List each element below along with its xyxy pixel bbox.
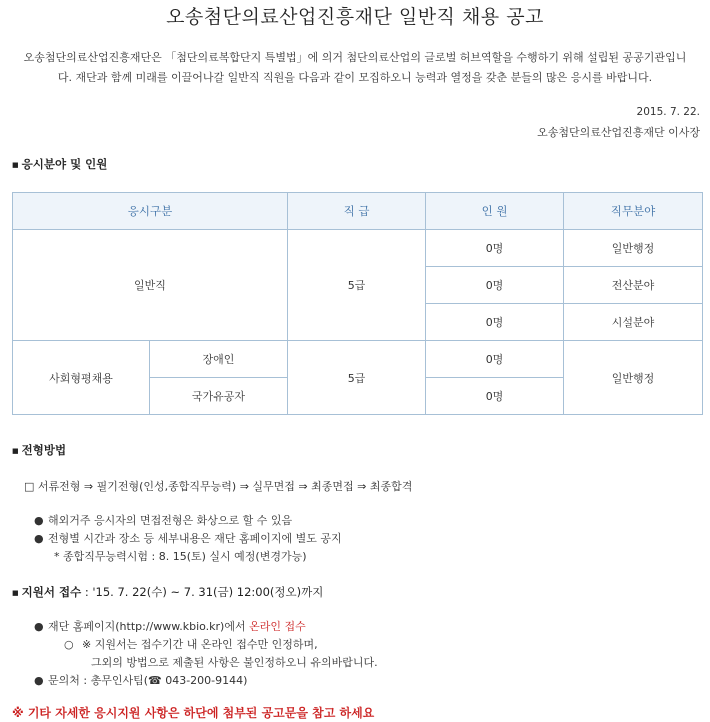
sub-category-cell: 국가유공자: [150, 378, 288, 415]
count-cell: 0명: [426, 378, 564, 415]
count-cell: 0명: [426, 267, 564, 304]
section-heading-process: [12, 442, 66, 458]
online-apply-link[interactable]: 온라인 접수: [249, 620, 306, 633]
list-item: ● 해외거주 응시자의 면접전형은 화상으로 할 수 있음: [34, 512, 342, 530]
section-title: 전형방법: [21, 443, 67, 457]
sub-category-cell: 장애인: [150, 341, 288, 378]
count-cell: 0명: [426, 304, 564, 341]
intro-text: [12, 48, 698, 88]
table-row: [13, 341, 703, 378]
bullet-icon: ●: [34, 674, 44, 687]
header-grade: 직 급: [288, 193, 426, 230]
list-item: ● 전형별 시간과 장소 등 세부내용은 재단 홈페이지에 별도 공지: [34, 530, 342, 548]
social-category-cell: 사회형평채용: [13, 341, 150, 415]
process-flow: □ 서류전형 ⇒ 필기전형(인성,종합직무능력) ⇒ 실무면접 ⇒ 최종면접 ⇒ 최종합격: [24, 480, 413, 493]
announcement-date: 2015. 7. 22.: [636, 106, 700, 118]
table-row: [13, 230, 703, 267]
count-cell: 0명: [426, 230, 564, 267]
application-notes: [34, 618, 378, 690]
header-field: 직무분야: [564, 193, 703, 230]
intro-line-2: 다. 재단과 함께 미래를 이끌어나갈 일반직 직원을 다음과 같이 모집하오니 능력과 열정을 갖춘 분들의 많은 응시를 바랍니다.: [57, 71, 653, 84]
general-category-cell: 일반직: [13, 230, 288, 341]
application-label: 지원서 접수: [21, 585, 82, 599]
process-notes: [34, 512, 342, 566]
exam-schedule-note: * 종합직무능력시험 : 8. 15(토) 실시 예정(변경가능): [54, 550, 307, 563]
general-grade-cell: 5급: [288, 230, 426, 341]
count-cell: 0명: [426, 341, 564, 378]
circle-bullet-icon: ○: [64, 638, 74, 651]
header-category: 응시구분: [13, 193, 288, 230]
square-bullet-icon: ■: [12, 588, 19, 597]
section-title: 응시분야 및 인원: [21, 157, 108, 171]
list-item: ● 재단 홈페이지(http://www.kbio.kr)에서 온라인 접수: [34, 618, 378, 636]
square-bullet-icon: ■: [12, 446, 19, 455]
social-field-cell: 일반행정: [564, 341, 703, 415]
page-title: 오송첨단의료산업진흥재단 일반직 채용 공고: [166, 6, 544, 28]
intro-line-1: 오송첨단의료산업진흥재단은 「첨단의료복합단지 특별법」에 의거 첨단의료산업의 글로벌 허브역할을 수행하기 위해 설립된 공공기관입니: [23, 51, 687, 64]
field-cell: 전산분야: [564, 267, 703, 304]
application-period: [12, 584, 323, 600]
square-bullet-icon: ■: [12, 160, 19, 169]
signer: 오송첨단의료산업진흥재단 이사장: [537, 126, 700, 139]
list-item: 그외의 방법으로 제출된 사항은 불인정하오니 유의바랍니다.: [91, 656, 378, 669]
bullet-icon: ●: [34, 532, 44, 545]
header-count: 인 원: [426, 193, 564, 230]
social-grade-cell: 5급: [288, 341, 426, 415]
footer-notice: ※ 기타 자세한 응시지원 사항은 하단에 첨부된 공고문을 참고 하세요: [12, 706, 375, 720]
bullet-icon: ●: [34, 620, 44, 633]
table-header-row: [13, 193, 703, 230]
field-cell: 시설분야: [564, 304, 703, 341]
list-item: ● 문의처 : 총무인사팀(☎ 043-200-9144): [34, 672, 378, 690]
recruitment-table: [12, 192, 703, 415]
section-heading-positions: [12, 156, 107, 172]
list-item: ○ ※ 지원서는 접수기간 내 온라인 접수만 인정하며,: [34, 636, 378, 654]
bullet-icon: ●: [34, 514, 44, 527]
field-cell: 일반행정: [564, 230, 703, 267]
application-dates: : '15. 7. 22(수) ~ 7. 31(금) 12:00(정오)까지: [81, 585, 324, 599]
